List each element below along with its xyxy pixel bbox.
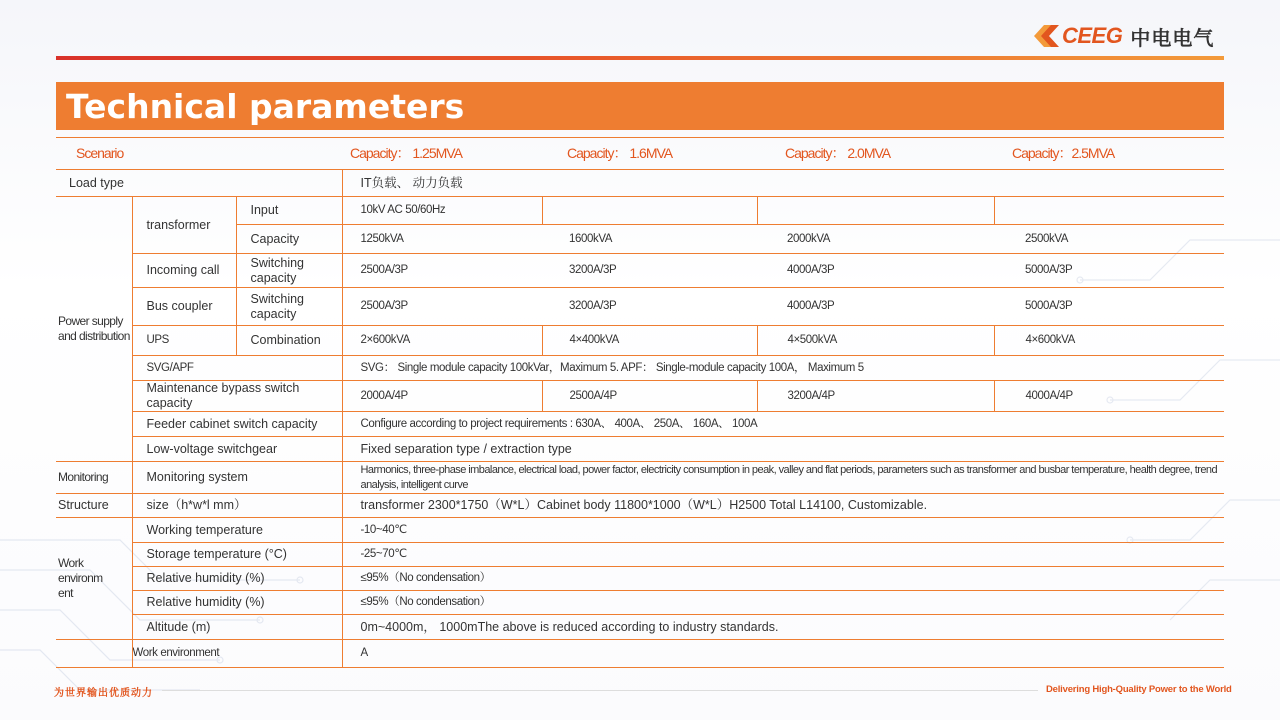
ups-value-1: 2×600kVA xyxy=(342,326,542,356)
header-scenario: Scenario xyxy=(56,138,342,170)
header-accent-bar xyxy=(56,56,1224,60)
incoming-call-label: Incoming call xyxy=(132,254,236,288)
table-row xyxy=(56,494,1224,518)
work-env-label: Storage temperature (°C) xyxy=(132,543,342,567)
footer-slogan-en: Delivering High-Quality Power to the World xyxy=(1046,684,1232,695)
structure-size-value: transformer 2300*1750（W*L）Cabinet body 11800*1000（W*L）H2500 Total L14100, Customizable. xyxy=(342,494,1224,518)
incoming-value-1: 2500A/3P xyxy=(342,254,542,288)
maintenance-value-3: 3200A/4P xyxy=(757,381,994,412)
table-row xyxy=(56,381,1224,412)
ups-label: UPS xyxy=(132,326,236,356)
transformer-label: transformer xyxy=(132,197,236,254)
table-row xyxy=(56,326,1224,356)
svg-apf-label: SVG/APF xyxy=(132,356,342,381)
work-env-label: Working temperature xyxy=(132,518,342,543)
table-cell xyxy=(56,640,132,668)
transformer-capacity-2: 1600kVA xyxy=(542,225,757,254)
logo-text-cn: 中电电气 xyxy=(1130,25,1215,50)
bus-value-4: 5000A/3P xyxy=(994,288,1224,326)
transformer-capacity-1: 1250kVA xyxy=(342,225,542,254)
low-voltage-label: Low-voltage switchgear xyxy=(132,437,342,462)
header-capacity-3: Capacity： 2.0MVA xyxy=(757,138,994,170)
header-capacity-4: Capacity：2.5MVA xyxy=(994,138,1224,170)
parameters-table xyxy=(56,137,1224,668)
table-row xyxy=(56,412,1224,437)
structure-size-label: size（h*w*l mm） xyxy=(132,494,342,518)
table-cell xyxy=(542,197,757,225)
table-row xyxy=(56,567,1224,591)
work-env-group-label: Work environm ent xyxy=(56,518,132,640)
brand-logo xyxy=(1034,22,1226,50)
maintenance-bypass-label: Maintenance bypass switch capacity xyxy=(132,381,342,412)
footer-divider xyxy=(162,690,1038,691)
table-row xyxy=(56,356,1224,381)
table-row xyxy=(56,437,1224,462)
maintenance-value-2: 2500A/4P xyxy=(542,381,757,412)
feeder-cabinet-label: Feeder cabinet switch capacity xyxy=(132,412,342,437)
bus-coupler-label: Bus coupler xyxy=(132,288,236,326)
incoming-call-sub: Switching capacity xyxy=(236,254,342,288)
table-row xyxy=(56,170,1224,197)
transformer-capacity-label: Capacity xyxy=(236,225,342,254)
table-row xyxy=(56,197,1224,225)
monitoring-system-value: Harmonics, three-phase imbalance, electrical load, power factor, electricity consumption in peak, valley and flat periods, parameters such as transformer and busbar temperature, health degree, trend analysis, intelligent curve xyxy=(342,462,1224,494)
ups-value-4: 4×600kVA xyxy=(994,326,1224,356)
table-row xyxy=(56,288,1224,326)
transformer-input-value: 10kV AC 50/60Hz xyxy=(342,197,542,225)
footer-slogan-cn: 为世界输出优质动力 xyxy=(54,688,153,699)
load-type-value: IT负载、 动力负载 xyxy=(342,170,1224,197)
work-env-value: -25~70℃ xyxy=(342,543,1224,567)
work-environment-value: A xyxy=(342,640,1224,668)
bus-value-2: 3200A/3P xyxy=(542,288,757,326)
table-row xyxy=(56,615,1224,640)
maintenance-value-4: 4000A/4P xyxy=(994,381,1224,412)
ups-value-3: 4×500kVA xyxy=(757,326,994,356)
svg-apf-value: SVG： Single module capacity 100kVar，Maximum 5. APF： Single-module capacity 100A， Maximum 5 xyxy=(342,356,1224,381)
table-cell xyxy=(994,197,1224,225)
transformer-capacity-4: 2500kVA xyxy=(994,225,1224,254)
work-environment-label: Work environment xyxy=(132,640,342,668)
header-capacity-1: Capacity： 1.25MVA xyxy=(342,138,542,170)
bus-value-1: 2500A/3P xyxy=(342,288,542,326)
work-env-value: ≤95%（No condensation） xyxy=(342,591,1224,615)
load-type-label: Load type xyxy=(56,170,342,197)
work-env-value: 0m~4000m， 1000mThe above is reduced according to industry standards. xyxy=(342,615,1224,640)
work-env-label: Altitude (m) xyxy=(132,615,342,640)
work-env-value: ≤95%（No condensation） xyxy=(342,567,1224,591)
transformer-capacity-3: 2000kVA xyxy=(757,225,994,254)
ups-sub: Combination xyxy=(236,326,342,356)
monitoring-group-label: Monitoring xyxy=(56,462,132,494)
work-env-label: Relative humidity (%) xyxy=(132,591,342,615)
page-title: Technical parameters xyxy=(66,86,465,126)
table-row xyxy=(56,591,1224,615)
header-row xyxy=(56,138,1224,170)
power-group-label: Power supply and distribution xyxy=(56,197,132,462)
incoming-value-4: 5000A/3P xyxy=(994,254,1224,288)
feeder-cabinet-value: Configure according to project requirements : 630A、 400A、 250A、 160A、 100A xyxy=(342,412,1224,437)
maintenance-value-1: 2000A/4P xyxy=(342,381,542,412)
incoming-value-2: 3200A/3P xyxy=(542,254,757,288)
work-env-label: Relative humidity (%) xyxy=(132,567,342,591)
structure-group-label: Structure xyxy=(56,494,132,518)
table-row xyxy=(56,518,1224,543)
title-band xyxy=(56,82,1224,130)
table-row xyxy=(56,462,1224,494)
table-row xyxy=(56,640,1224,668)
incoming-value-3: 4000A/3P xyxy=(757,254,994,288)
work-env-value: -10~40℃ xyxy=(342,518,1224,543)
logo-text-en: CEEG xyxy=(1062,23,1123,48)
bus-coupler-sub: Switching capacity xyxy=(236,288,342,326)
transformer-input-label: Input xyxy=(236,197,342,225)
bus-value-3: 4000A/3P xyxy=(757,288,994,326)
table-row xyxy=(56,543,1224,567)
table-row xyxy=(56,254,1224,288)
ups-value-2: 4×400kVA xyxy=(542,326,757,356)
header-capacity-2: Capacity： 1.6MVA xyxy=(542,138,757,170)
monitoring-system-label: Monitoring system xyxy=(132,462,342,494)
ceeg-logo-icon xyxy=(1034,25,1060,47)
table-cell xyxy=(757,197,994,225)
low-voltage-value: Fixed separation type / extraction type xyxy=(342,437,1224,462)
